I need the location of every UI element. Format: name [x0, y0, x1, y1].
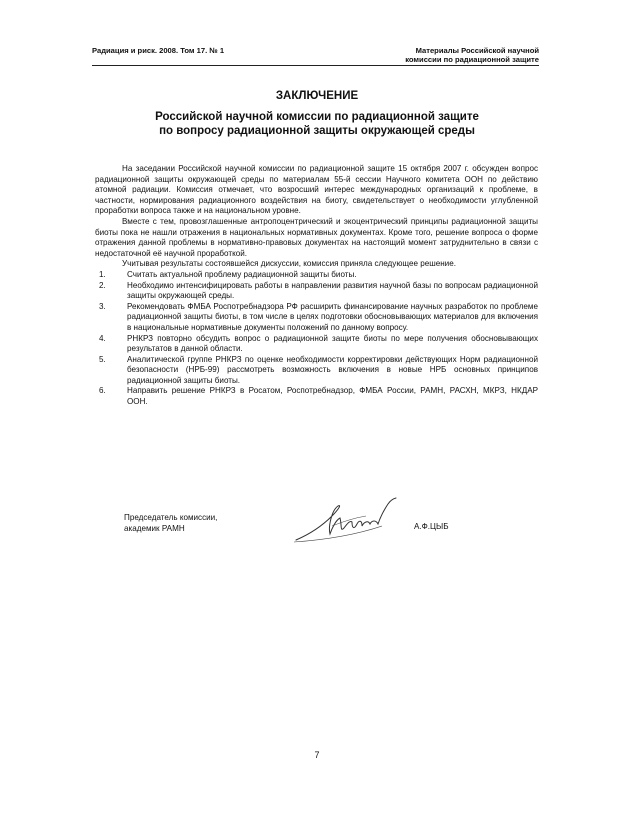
- document-body: [95, 164, 538, 408]
- section-header: [405, 46, 539, 64]
- decision-text: Направить решение РНКРЗ в Росатом, Роспотребнадзор, ФМБА России, РАМН, РАСХН, МКРЗ, НКДАР ООН.: [127, 386, 538, 407]
- paragraph-principles: Вместе с тем, провозглашенные антропоцентрический и экоцентрический принципы радиационной защиты биоты пока не нашли отражения в национальных нормативных документах. Кроме того, решение вопроса о форме отражения данной проблемы в нормативно-правовых документах на настоящий момент затруднительно в связи с недостаточной её научной проработкой.: [95, 216, 538, 258]
- decision-number: 5.: [99, 354, 106, 364]
- decision-number: 4.: [99, 333, 106, 343]
- signatory-name: А.Ф.ЦЫБ: [414, 522, 449, 531]
- journal-header: Радиация и риск. 2008. Том 17. № 1: [92, 46, 225, 55]
- decision-item: [95, 270, 538, 281]
- subtitle-line1: Российской научной комиссии по радиационной защите: [155, 111, 479, 123]
- decision-text: Рекомендовать ФМБА Роспотребнадзора РФ расширить финансирование научных разработок по проблеме радиационной защиты биоты, в том числе в целях подготовки обосновывающих материалов для включения в национальные нормативные документы положений по данному вопросу.: [127, 301, 538, 332]
- section-header-line1: Материалы Российской научной: [415, 46, 539, 55]
- decision-number: 6.: [99, 386, 106, 396]
- page-subtitle: [0, 110, 634, 138]
- page-title: ЗАКЛЮЧЕНИЕ: [275, 90, 359, 102]
- handwritten-signature: [292, 496, 404, 544]
- header-rule: [92, 65, 539, 66]
- paragraph-decision-lead: Учитывая результаты состоявшейся дискуссии, комиссия приняла следующее решение.: [122, 259, 456, 269]
- signatory-role: [124, 512, 217, 534]
- decision-number: 2.: [99, 280, 106, 290]
- decision-text: Необходимо интенсифицировать работы в направлении развития научной базы по вопросам радиационной защиты окружающей среды.: [127, 280, 538, 301]
- decision-text: Аналитической группе РНКРЗ по оценке необходимости корректировки действующих Норм радиационной безопасности (НРБ-99) рассмотреть возможность включения в новые НРБ основных принципов радиационной защиты биоты.: [127, 354, 538, 385]
- section-header-line2: комиссии по радиационной защите: [405, 55, 539, 64]
- decision-item: [95, 386, 538, 407]
- decision-number: 3.: [99, 301, 106, 311]
- decision-text: РНКРЗ повторно обсудить вопрос о радиационной защите биоты по мере получения обосновывающих результатов в данной области.: [127, 333, 538, 354]
- paragraph-intro: На заседании Российской научной комиссии по радиационной защите 15 октября 2007 г. обсужден вопрос радиационной защиты окружающей среды по материалам 55-й сессии Научного комитета ООН по действию атомной радиации. Комиссия отмечает, что возросший интерес международных организаций к проблеме, в частности, нормирования радиационного воздействия на биоту, свидетельствует о необходимости углубленной проработки вопроса также и на национальном уровне.: [95, 164, 538, 216]
- decision-item: [95, 334, 538, 355]
- decision-list: [95, 270, 538, 408]
- subtitle-line2: по вопросу радиационной защиты окружающей среды: [159, 125, 475, 137]
- decision-item: [95, 302, 538, 334]
- decision-text: Считать актуальной проблему радиационной защиты биоты.: [127, 269, 357, 279]
- signatory-role-line2: академик РАМН: [124, 524, 185, 533]
- decision-item: [95, 355, 538, 387]
- signatory-role-line1: Председатель комиссии,: [124, 513, 218, 522]
- decision-item: [95, 281, 538, 302]
- decision-number: 1.: [99, 269, 106, 279]
- page-number: 7: [314, 750, 320, 760]
